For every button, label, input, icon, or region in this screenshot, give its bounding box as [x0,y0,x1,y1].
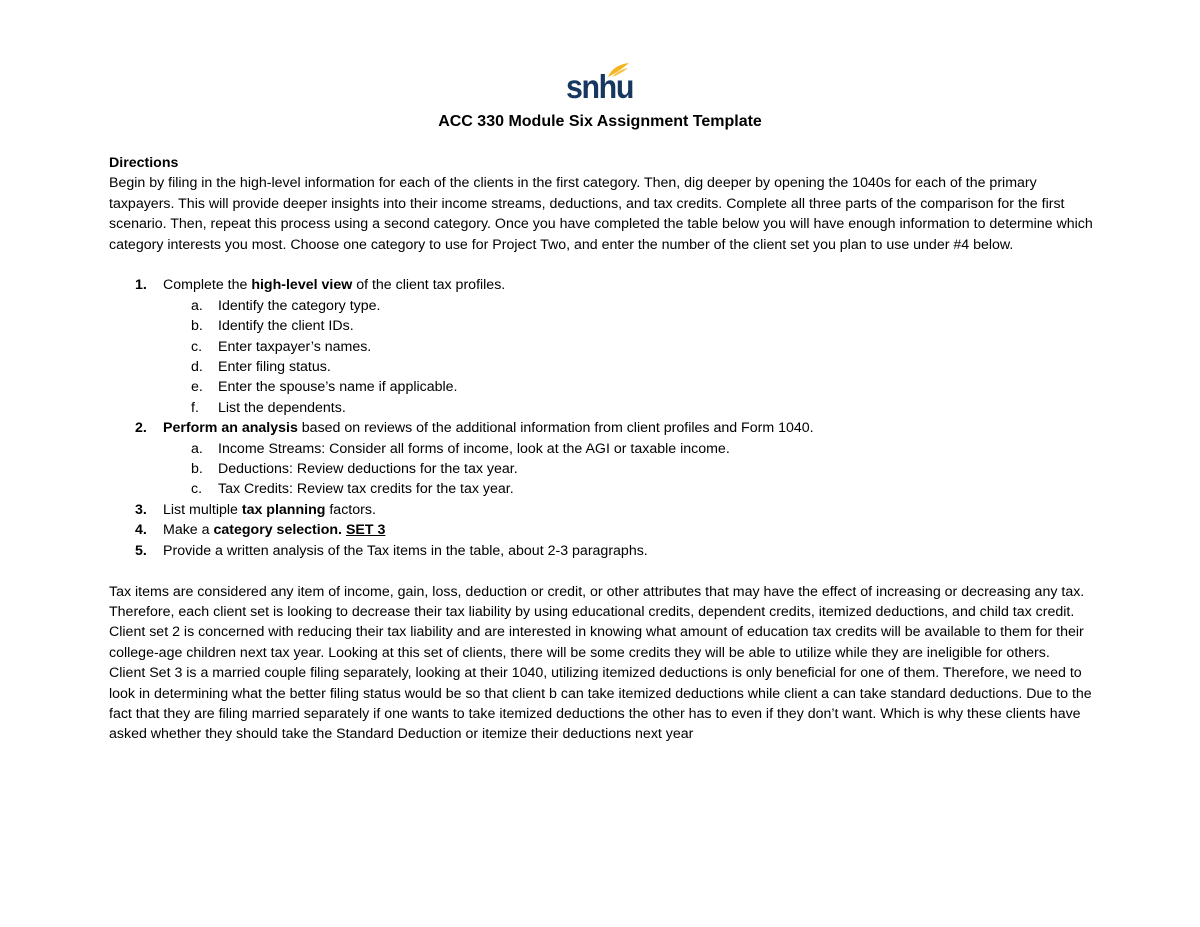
steps-list [109,275,1094,561]
substep-item: f. List the dependents. [191,399,346,416]
substeps-list [163,439,1094,500]
step-item: 1. Complete the high-level view of the client tax profiles. a. Identify the category type. b. Identify the client IDs. c. Enter taxpayer’s names. d. Enter filing status. e. Enter the spouse’s name if applicable. f. List the dependents. [109,275,1094,418]
directions-heading: Directions [109,155,179,171]
substep-item: c. Enter taxpayer’s names. [191,338,372,355]
analysis-paragraph: Client Set 3 is a married couple filing separately, looking at their 1040, utilizing itemized deductions is only beneficial for one of them. Therefore, we need to look in determining what the better filing status would be so that client b can take itemized deductions while client a can take standard deductions. Due to the fact that they are filing married separately if one wants to take itemized deductions the other has to even if they don’t want. Which is why these clients have asked whether they should take the Standard Deduction or itemize their deductions next year [109,665,1092,743]
substep-item: e. Enter the spouse’s name if applicable. [191,379,458,396]
step-item: 3. List multiple tax planning factors. [135,501,376,518]
substep-item: c. Tax Credits: Review tax credits for the tax year. [191,481,514,498]
step-item: 2. Perform an analysis based on reviews of the additional information from client profiles and Form 1040. a. Income Streams: Consider all forms of income, look at the AGI or taxable income. b. Deductions: Review deductions for the tax year. c. Tax Credits: Review tax credits for the tax year. [109,418,1094,500]
set-selection: SET 3 [345,522,386,539]
directions-text: Begin by filing in the high-level information for each of the clients in the first category. Then, dig deeper by opening the 1040s for each of the primary taxpayers. This will provide deeper insights into their income streams, deductions, and tax credits. Complete all three parts of the comparison for the first scenario. Then, repeat this process using a second category. Once you have completed the table below you will have enough information to determine which category interests you most. Choose one category to use for Project Two, and enter the number of the client set you plan to use under #4 below. [109,175,1093,253]
substeps-list [163,296,1094,418]
document-body [109,153,1094,745]
substep-item: b. Identify the client IDs. [191,318,354,335]
substep-item: a. Income Streams: Consider all forms of income, look at the AGI or taxable income. [191,440,730,457]
document-title: ACC 330 Module Six Assignment Template [438,113,762,130]
logo-wordmark: snhu [566,68,634,105]
step-item: 4. Make a category selection. SET 3 [135,522,386,539]
analysis-paragraph: Tax items are considered any item of income, gain, loss, deduction or credit, or other attributes that may have the effect of increasing or decreasing any tax. Therefore, each client set is looking to decrease their tax liability by using educational credits, dependent credits, itemized deductions, and child tax credit. Client set 2 is concerned with reducing their tax liability and are interested in knowing what amount of education tax credits will be available to them for their college-age children next tax year. Looking at this set of clients, there will be some credits they will be able to utilize while they are ineligible for others. [109,583,1085,661]
snhu-logo [566,62,634,105]
substep-item: a. Identify the category type. [191,297,381,314]
substep-item: b. Deductions: Review deductions for the tax year. [191,461,518,478]
substep-item: d. Enter filing status. [191,359,331,376]
step-item: 5. Provide a written analysis of the Tax items in the table, about 2-3 paragraphs. [135,542,648,559]
